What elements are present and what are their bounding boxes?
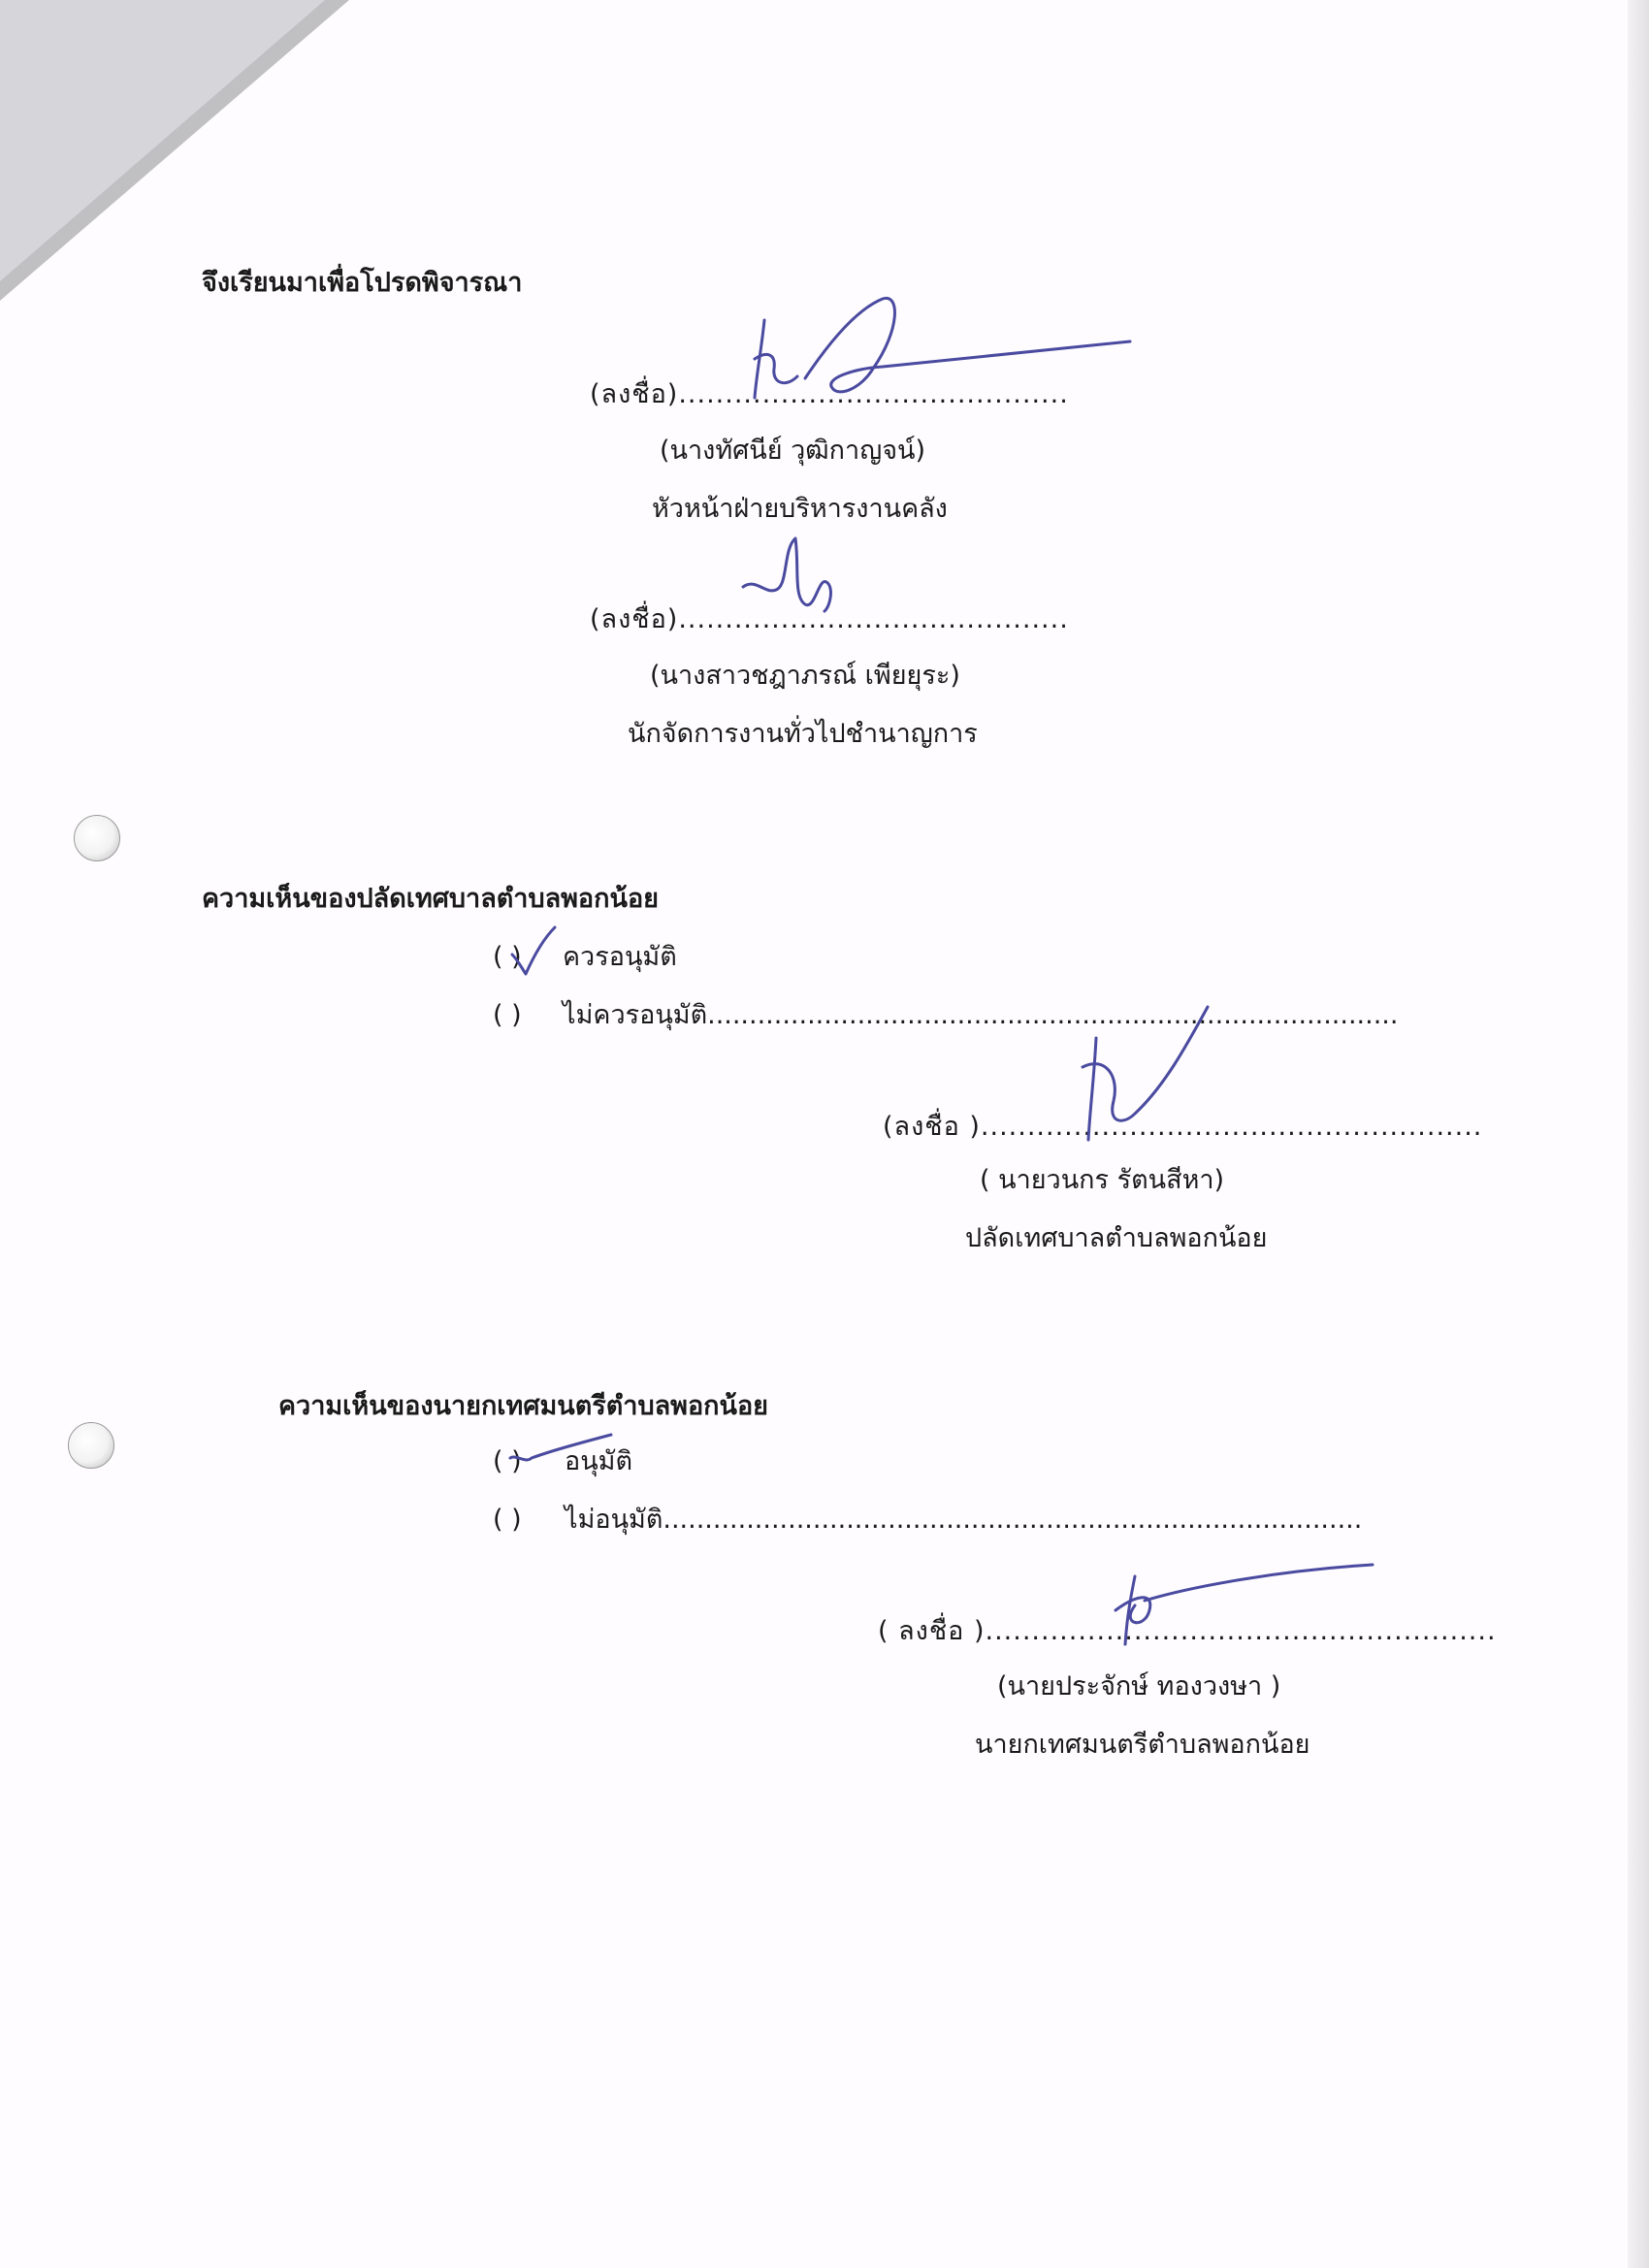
deputy-name: ( นายวนกร รัตนสีหา): [980, 1165, 1225, 1195]
mayor-option2-box: ( ): [493, 1505, 522, 1535]
mayor-position: นายกเทศมนตรีตำบลพอกน้อย: [975, 1730, 1310, 1760]
mayor-sign-line: ( ลงชื่อ ).......................................................: [878, 1616, 1497, 1646]
punch-hole-bottom: [68, 1422, 114, 1469]
signer2-sign-line: (ลงชื่อ)..........................................: [590, 604, 1069, 634]
deputy-opinion-heading: ความเห็นของปลัดเทศบาลตำบลพอกน้อย: [202, 884, 659, 914]
signer2-signature: [737, 529, 854, 626]
mayor-option1-box: ( ): [493, 1446, 522, 1476]
mayor-name: (นายประจักษ์ ทองวงษา ): [997, 1671, 1281, 1701]
signer1-name: (นางทัศนีย์ วุฒิกาญจน์): [660, 436, 926, 466]
signer1-sign-line: (ลงชื่อ)..........................................: [590, 379, 1069, 409]
mayor-signature: [1106, 1557, 1377, 1654]
deputy-signature: [1077, 999, 1222, 1145]
mayor-option1-label: อนุมัติ: [565, 1446, 633, 1476]
page-edge: [1628, 0, 1649, 2268]
mayor-opinion-heading: ความเห็นของนายกเทศมนตรีตำบลพอกน้อย: [278, 1391, 768, 1421]
signer2-name: (นางสาวชฎาภรณ์ เพียยุระ): [650, 661, 960, 691]
folded-corner-shade: [0, 0, 325, 281]
signer2-position: นักจัดการงานทั่วไปชำนาญการ: [628, 719, 978, 749]
closing-request: จึงเรียนมาเพื่อโปรดพิจารณา: [202, 268, 523, 298]
deputy-option2-box: ( ): [493, 1000, 522, 1030]
deputy-position: ปลัดเทศบาลตำบลพอกน้อย: [965, 1223, 1268, 1253]
deputy-option2-label: ไม่ควรอนุมัติ...................................................................................: [563, 1000, 1399, 1030]
deputy-option1-box: ( ): [493, 942, 522, 972]
signer1-position: หัวหน้าฝ่ายบริหารงานคลัง: [652, 494, 948, 524]
mayor-option2-label: ไม่อนุมัติ....................................................................................: [565, 1505, 1363, 1535]
punch-hole-top: [74, 815, 120, 861]
deputy-checkmark: [504, 922, 563, 980]
signer1-signature: [747, 291, 1135, 427]
deputy-option1-label: ควรอนุมัติ: [563, 942, 677, 972]
deputy-sign-line: (ลงชื่อ )......................................................: [883, 1112, 1483, 1142]
